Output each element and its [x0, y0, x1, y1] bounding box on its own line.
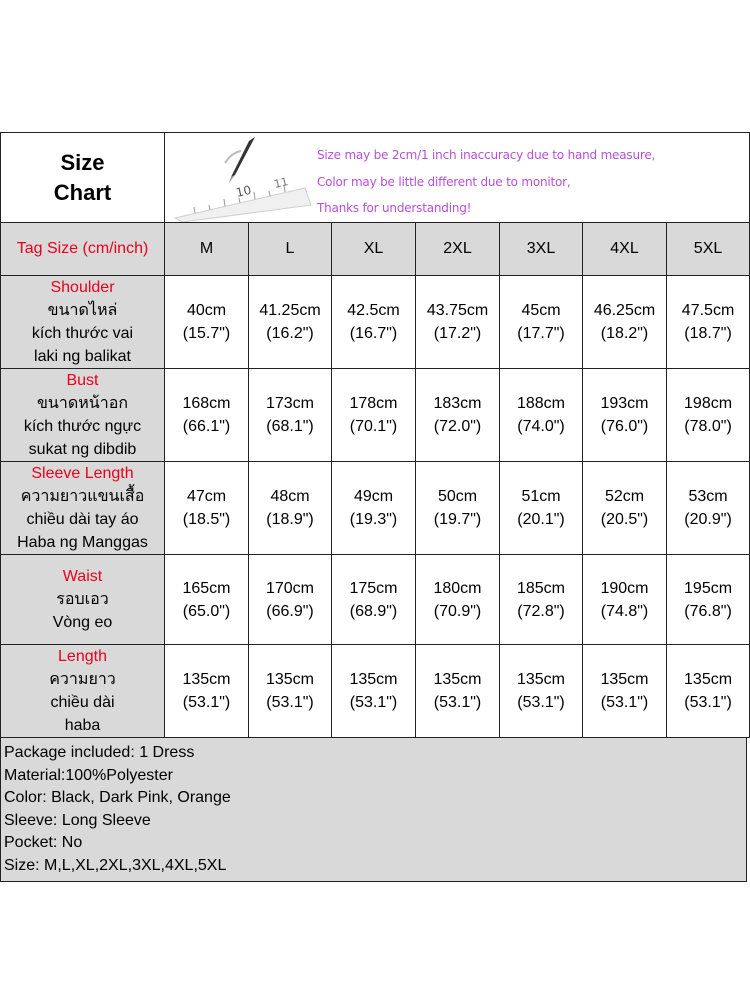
value-inch: (72.8"): [517, 602, 565, 620]
value-cm: 135cm: [182, 671, 231, 688]
measure-value-cell: [249, 645, 332, 738]
measure-value-cell: [667, 276, 750, 369]
measure-value-cell: [165, 462, 249, 555]
measure-value-cell: [500, 645, 583, 738]
value-inch: (18.5"): [182, 511, 231, 528]
title-line-1: Size: [60, 149, 105, 175]
size-header-l: L: [249, 223, 332, 276]
measure-name: Shoulder: [50, 279, 115, 296]
measure-value-cell: [249, 555, 332, 645]
value-cm: 185cm: [516, 579, 566, 597]
measure-translation: Vòng eo: [52, 614, 113, 631]
measure-value-cell: [500, 369, 583, 462]
measure-value-cell: [165, 369, 249, 462]
value-cm: 53cm: [688, 488, 728, 505]
value-inch: (17.7"): [517, 325, 565, 342]
value-inch: (20.1"): [517, 511, 565, 528]
size-header-xl: XL: [332, 223, 416, 276]
value-cm: 45cm: [521, 302, 561, 319]
value-inch: (53.1"): [266, 694, 314, 711]
measure-translation: ความยาว: [49, 671, 116, 688]
value-inch: (66.9"): [266, 602, 314, 620]
measure-value-cell: [500, 462, 583, 555]
measure-translation: ความยาวแขนเสื้อ: [20, 488, 145, 505]
measure-translation: kích thước ngực: [23, 418, 142, 435]
measure-label: [1, 369, 165, 462]
value-cm: 135cm: [349, 671, 398, 688]
value-inch: (68.9"): [349, 602, 398, 620]
size-chart-title: [1, 133, 165, 223]
value-inch: (53.1"): [433, 694, 482, 711]
value-cm: 135cm: [684, 671, 733, 688]
measure-value-cell: [249, 462, 332, 555]
measure-name: Length: [58, 648, 107, 665]
measure-value-cell: [416, 276, 500, 369]
size-chart: [0, 132, 749, 882]
measure-value-cell: [667, 462, 750, 555]
value-cm: 175cm: [349, 579, 398, 597]
value-inch: (76.0"): [600, 418, 649, 435]
measure-translation: รอบเอว: [56, 591, 109, 608]
value-cm: 135cm: [600, 671, 649, 688]
value-cm: 48cm: [270, 488, 310, 505]
value-inch: (53.1"): [349, 694, 398, 711]
value-cm: 43.75cm: [426, 302, 489, 319]
value-cm: 49cm: [353, 488, 394, 505]
measure-value-cell: [416, 645, 500, 738]
value-cm: 52cm: [604, 488, 645, 505]
value-inch: (74.8"): [600, 602, 649, 620]
measure-name: Bust: [66, 372, 99, 389]
size-chart-table: [0, 132, 750, 738]
value-cm: 50cm: [437, 488, 478, 505]
value-inch: (74.0"): [517, 418, 565, 435]
size-header-5xl: 5XL: [667, 223, 750, 276]
notes-banner: [165, 133, 750, 223]
value-inch: (16.2"): [266, 325, 314, 342]
value-inch: (70.1"): [349, 418, 398, 435]
value-inch: (19.3"): [349, 511, 398, 528]
measure-value-cell: [583, 462, 667, 555]
value-inch: (53.1"): [517, 694, 565, 711]
info-pocket: Pocket: No: [4, 834, 83, 852]
measure-value-cell: [249, 276, 332, 369]
note-line-3: Thanks for understanding!: [317, 201, 472, 215]
measure-translation: chiều dài: [50, 694, 115, 711]
value-inch: (20.9"): [684, 511, 732, 528]
measure-label: [1, 555, 165, 645]
size-header-3xl: 3XL: [500, 223, 583, 276]
measure-translation: haba: [64, 717, 101, 734]
value-inch: (66.1"): [182, 418, 231, 435]
info-material: Material:100%Polyester: [4, 766, 173, 784]
value-cm: 135cm: [265, 671, 315, 688]
svg-text:10: 10: [234, 182, 253, 200]
measure-label: [1, 645, 165, 738]
measure-value-cell: [416, 462, 500, 555]
value-inch: (53.1"): [600, 694, 649, 711]
size-header-4xl: 4XL: [583, 223, 667, 276]
measure-translation: laki ng balikat: [34, 348, 131, 365]
measure-row: [1, 555, 750, 645]
info-size: Size: M,L,XL,2XL,3XL,4XL,5XL: [4, 856, 227, 874]
measure-value-cell: [332, 555, 416, 645]
value-cm: 193cm: [600, 395, 649, 412]
measure-row: [1, 276, 750, 369]
value-cm: 173cm: [265, 395, 315, 412]
value-inch: (72.0"): [433, 418, 482, 435]
size-header-2xl: 2XL: [416, 223, 500, 276]
measure-value-cell: [667, 645, 750, 738]
measure-value-cell: [165, 645, 249, 738]
value-cm: 165cm: [182, 579, 231, 597]
value-cm: 47cm: [186, 488, 227, 505]
value-cm: 198cm: [684, 395, 733, 412]
info-color: Color: Black, Dark Pink, Orange: [4, 789, 231, 807]
measure-name: Sleeve Length: [31, 465, 134, 482]
pen-ruler-illustration: [165, 133, 315, 222]
measure-translation: ขนาดไหล่: [47, 302, 118, 319]
value-cm: 135cm: [516, 671, 566, 688]
measure-value-cell: [583, 555, 667, 645]
value-inch: (20.5"): [600, 511, 649, 528]
value-inch: (16.7"): [349, 325, 398, 342]
value-cm: 188cm: [516, 395, 566, 412]
info-package: Package included: 1 Dress: [4, 744, 195, 761]
value-inch: (65.0"): [182, 602, 231, 620]
measure-row: [1, 369, 750, 462]
svg-text:11: 11: [272, 175, 290, 191]
note-line-2: Color may be little different due to monitor,: [317, 175, 571, 189]
measure-value-cell: [583, 369, 667, 462]
size-header-m: M: [165, 223, 249, 276]
measure-label: [1, 462, 165, 555]
value-cm: 46.25cm: [593, 302, 656, 319]
info-sleeve: Sleeve: Long Sleeve: [4, 811, 151, 829]
measure-name: Waist: [62, 568, 103, 585]
measure-row: [1, 462, 750, 555]
value-inch: (76.8"): [684, 602, 732, 620]
measure-value-cell: [667, 369, 750, 462]
value-inch: (15.7"): [182, 325, 231, 342]
value-cm: 170cm: [265, 579, 315, 597]
measure-value-cell: [667, 555, 750, 645]
measure-translation: chiều dài tay áo: [26, 511, 139, 528]
product-info: [0, 738, 747, 882]
value-cm: 42.5cm: [347, 302, 400, 319]
measure-value-cell: [416, 555, 500, 645]
value-cm: 180cm: [433, 579, 482, 597]
measure-row: [1, 645, 750, 738]
measure-value-cell: [249, 369, 332, 462]
measure-value-cell: [583, 276, 667, 369]
measure-value-cell: [165, 555, 249, 645]
measure-translation: sukat ng dibdib: [28, 441, 137, 458]
value-inch: (70.9"): [433, 602, 482, 620]
measure-value-cell: [332, 645, 416, 738]
value-cm: 195cm: [684, 579, 733, 597]
value-cm: 190cm: [600, 579, 649, 597]
value-inch: (18.7"): [684, 325, 732, 342]
measure-value-cell: [165, 276, 249, 369]
measure-value-cell: [500, 276, 583, 369]
measure-translation: kích thước vai: [31, 325, 134, 342]
value-inch: (78.0"): [684, 418, 732, 435]
value-cm: 135cm: [433, 671, 482, 688]
value-inch: (53.1"): [182, 694, 231, 711]
value-inch: (17.2"): [433, 325, 482, 342]
note-line-1: Size may be 2cm/1 inch inaccuracy due to hand measure,: [317, 148, 656, 162]
value-cm: 40cm: [186, 302, 227, 319]
value-cm: 168cm: [182, 395, 231, 412]
measure-value-cell: [332, 276, 416, 369]
measure-value-cell: [583, 645, 667, 738]
value-inch: (18.9"): [266, 511, 314, 528]
tag-size-label: Tag Size (cm/inch): [1, 223, 165, 276]
measure-value-cell: [416, 369, 500, 462]
value-cm: 41.25cm: [259, 302, 321, 319]
title-line-2: Chart: [53, 179, 112, 205]
value-inch: (68.1"): [266, 418, 314, 435]
measure-value-cell: [332, 462, 416, 555]
value-cm: 47.5cm: [681, 302, 735, 319]
measure-value-cell: [332, 369, 416, 462]
measure-translation: ขนาดหน้าอก: [36, 395, 128, 412]
value-cm: 183cm: [433, 395, 482, 412]
value-cm: 178cm: [349, 395, 398, 412]
value-inch: (53.1"): [684, 694, 732, 711]
measure-label: [1, 276, 165, 369]
measure-translation: Haba ng Manggas: [17, 534, 148, 551]
value-cm: 51cm: [521, 488, 561, 505]
value-inch: (18.2"): [600, 325, 649, 342]
measure-value-cell: [500, 555, 583, 645]
value-inch: (19.7"): [433, 511, 482, 528]
